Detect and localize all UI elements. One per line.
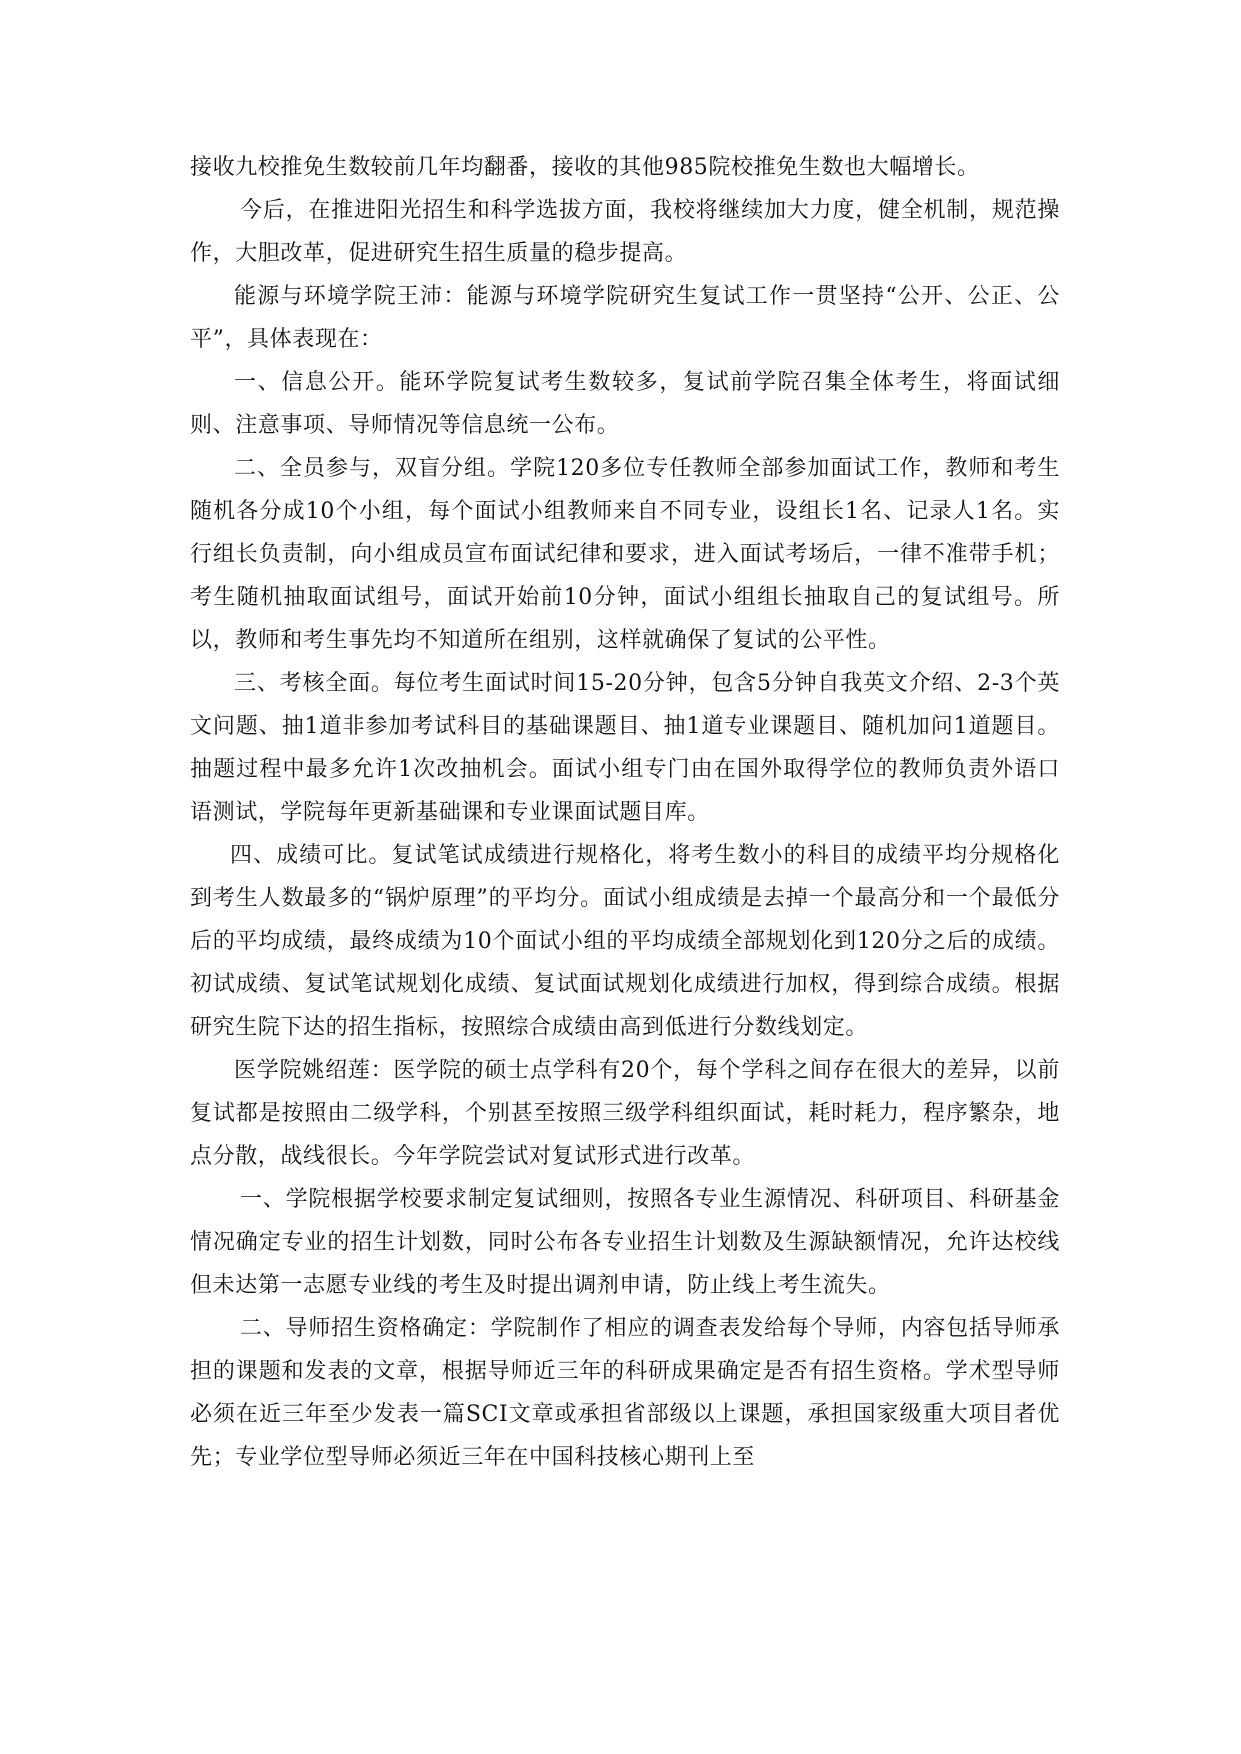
paragraph-7: 四、成绩可比。复试笔试成绩进行规格化，将考生数小的科目的成绩平均分规格化到考生人数最多的“锅炉原理”的平均分。面试小组成绩是去掉一个最高分和一个最低分后的平均成绩，最终成绩为10个面试小组的平均成绩全部规划化到120分之后的成绩。初试成绩、复试笔试规划化成绩、复试面试规划化成绩进行加权，得到综合成绩。根据研究生院下达的招生指标，按照综合成绩由高到低进行分数线划定。 <box>190 843 1060 1040</box>
paragraph-9: 一、学院根据学校要求制定复试细则，按照各专业生源情况、科研项目、科研基金情况确定专业的招生计划数，同时公布各专业招生计划数及生源缺额情况，允许达校线但未达第一志愿专业线的考生及时提出调剂申请，防止线上考生流失。 <box>190 1187 1060 1298</box>
paragraph-1: 接收九校推免生数较前几年均翻番，接收的其他985院校推免生数也大幅增长。 <box>190 155 980 180</box>
paragraph-10: 二、导师招生资格确定：学院制作了相应的调查表发给每个导师，内容包括导师承担的课题和发表的文章，根据导师近三年的科研成果确定是否有招生资格。学术型导师必须在近三年至少发表一篇SCI文章或承担省部级以上课题，承担国家级重大项目者优先；专业学位型导师必须近三年在中国科技核心期刊上至 <box>190 1316 1060 1470</box>
paragraph-6: 三、考核全面。每位考生面试时间15-20分钟，包含5分钟自我英文介绍、2-3个英文问题、抽1道非参加考试科目的基础课题目、抽1道专业课题目、随机加问1道题目。抽题过程中最多允许1次改抽机会。面试小组专门由在国外取得学位的教师负责外语口语测试，学院每年更新基础课和专业课面试题目库。 <box>190 671 1060 825</box>
paragraph-8: 医学院姚绍莲：医学院的硕士点学科有20个，每个学科之间存在很大的差异，以前复试都是按照由二级学科，个别甚至按照三级学科组织面试，耗时耗力，程序繁杂，地点分散，战线很长。今年学院尝试对复试形式进行改革。 <box>190 1058 1060 1169</box>
document-page <box>190 146 1060 1479</box>
paragraph-4: 一、信息公开。能环学院复试考生数较多，复试前学院召集全体考生，将面试细则、注意事项、导师情况等信息统一公布。 <box>190 370 1060 438</box>
paragraph-3: 能源与环境学院王沛：能源与环境学院研究生复试工作一贯坚持“公开、公正、公平”，具体表现在： <box>190 284 1060 352</box>
paragraph-5: 二、全员参与，双盲分组。学院120多位专任教师全部参加面试工作，教师和考生随机各分成10个小组，每个面试小组教师来自不同专业，设组长1名、记录人1名。实行组长负责制，向小组成员宣布面试纪律和要求，进入面试考场后，一律不准带手机；考生随机抽取面试组号，面试开始前10分钟，面试小组组长抽取自己的复试组号。所以，教师和考生事先均不知道所在组别，这样就确保了复试的公平性。 <box>190 456 1060 653</box>
paragraph-2: 今后，在推进阳光招生和科学选拔方面，我校将继续加大力度，健全机制，规范操作，大胆改革，促进研究生招生质量的稳步提高。 <box>190 198 1060 266</box>
